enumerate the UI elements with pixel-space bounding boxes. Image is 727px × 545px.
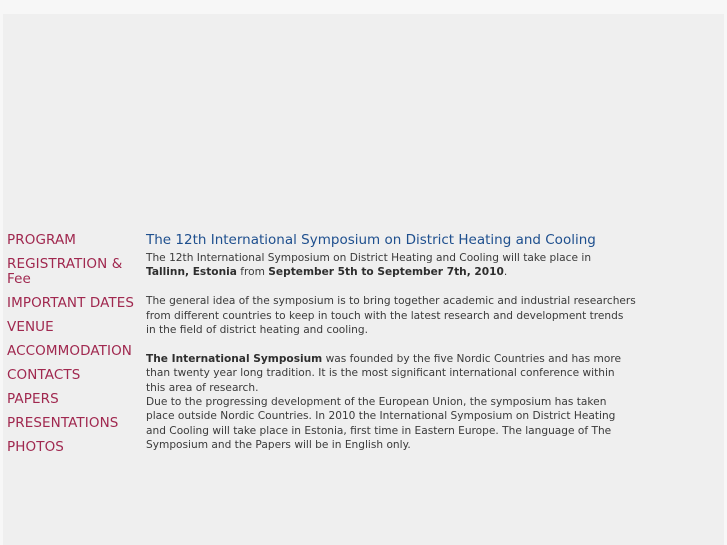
- page-container: [3, 14, 724, 545]
- intro-text: The 12th International Symposium on District Heating and Cooling will take place in: [146, 252, 592, 264]
- dates: September 5th to September 7th, 2010: [268, 266, 504, 279]
- nav-important-dates[interactable]: IMPORTANT DATES: [7, 295, 135, 311]
- history-text: was founded by the five Nordic Countries and has more than twenty year long tradition. It is the most significant international conference within this area of research.: [146, 352, 621, 394]
- period: .: [503, 266, 508, 279]
- page-title: The 12th International Symposium on District Heating and Cooling: [146, 232, 596, 248]
- symposium-name: The International Symposium: [146, 352, 323, 365]
- nav-presentations[interactable]: PRESENTATIONS: [7, 415, 119, 431]
- nav-photos[interactable]: PHOTOS: [7, 439, 64, 455]
- main-nav: [7, 233, 142, 464]
- nav-registration[interactable]: REGISTRATION & Fee: [7, 256, 123, 287]
- nav-accommodation[interactable]: ACCOMMODATION: [7, 343, 132, 359]
- intro-paragraph: [146, 251, 636, 280]
- general-idea-paragraph: The general idea of the symposium is to bring together academic and industrial researchers from different countries to keep in touch with the latest research and development trends in the field of district heating and cooling.: [146, 295, 636, 337]
- nav-venue[interactable]: VENUE: [7, 319, 54, 335]
- nav-papers[interactable]: PAPERS: [7, 391, 59, 407]
- nav-contacts[interactable]: CONTACTS: [7, 367, 81, 383]
- nav-program[interactable]: PROGRAM: [7, 232, 77, 248]
- history-paragraph: [146, 352, 636, 395]
- location: Tallinn, Estonia: [146, 266, 237, 279]
- from-text: from: [236, 266, 269, 279]
- eu-paragraph: Due to the progressing development of the European Union, the symposium has taken place outside Nordic Countries. In 2010 the International Symposium on District Heating and Cooling will take place in Estonia, first time in Eastern Europe. The language of The Symposium and the Papers will be in English only.: [146, 396, 616, 452]
- main-content: [146, 232, 636, 453]
